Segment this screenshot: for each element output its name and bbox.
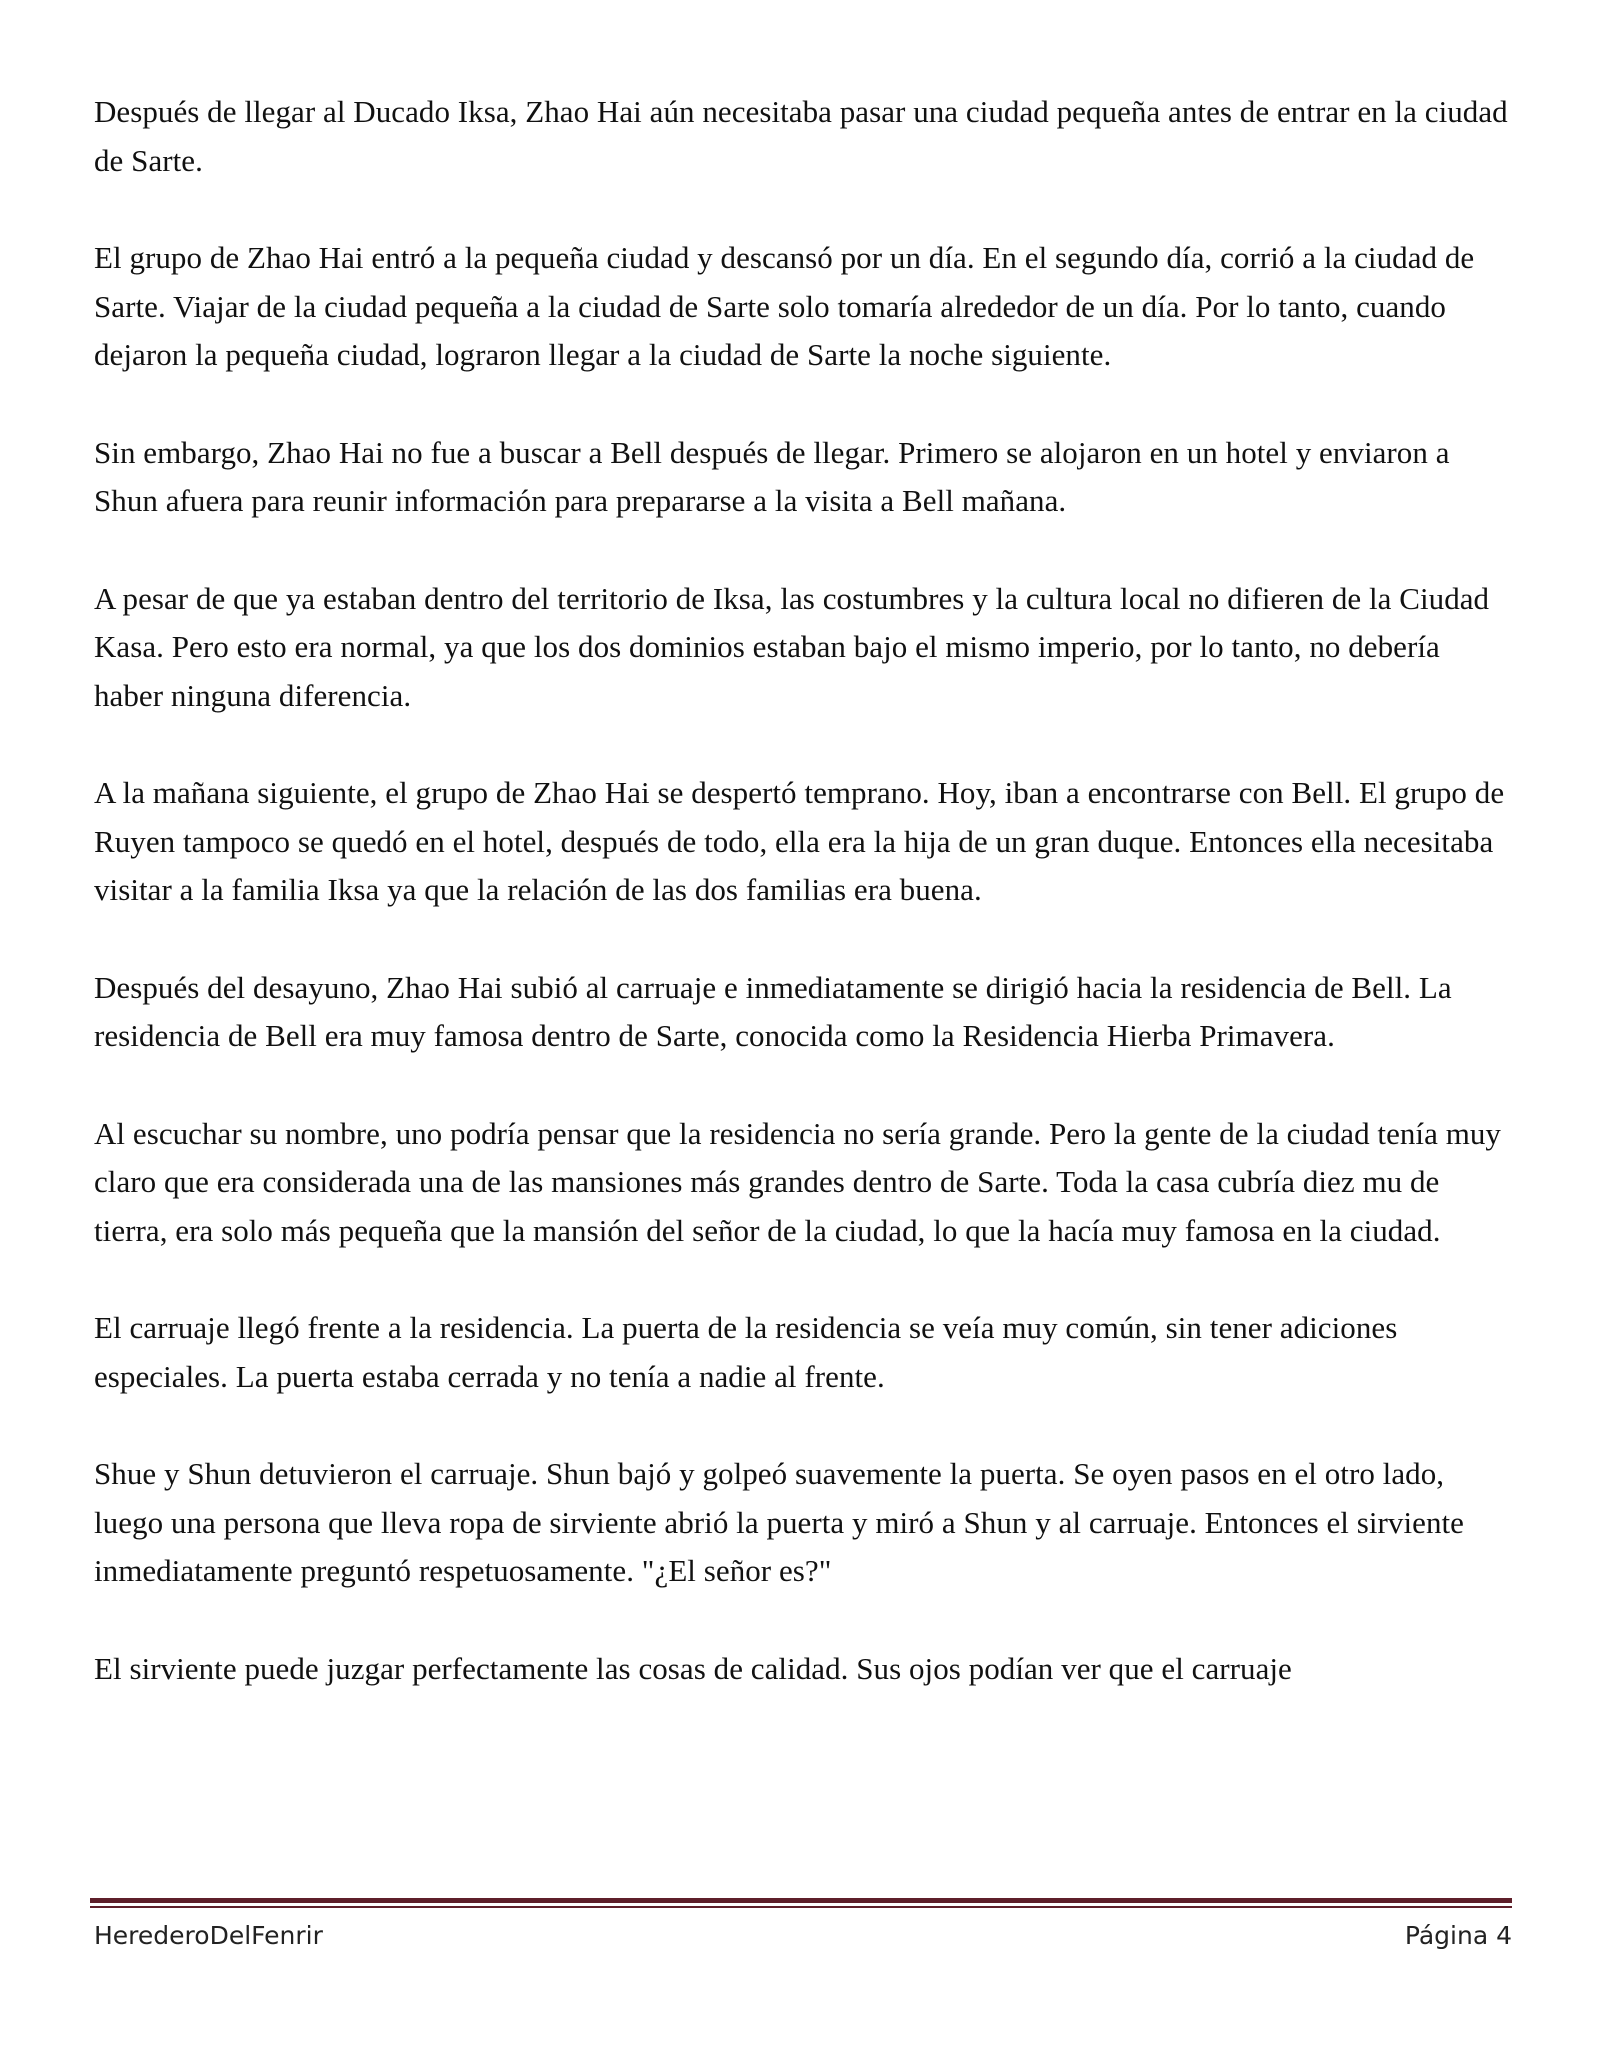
paragraph-3: Sin embargo, Zhao Hai no fue a buscar a Bell después de llegar. Primero se alojaron en un hotel y enviaron a Shun afuera para reunir información para prepararse a la visita a Bell mañana. <box>94 434 1450 518</box>
paragraph-9: Shue y Shun detuvieron el carruaje. Shun bajó y golpeó suavemente la puerta. Se oyen pasos en el otro lado, luego una persona que lleva ropa de sirviente abrió la puerta y miró a Shun y al carruaje. Entonces el sirviente inmediatamente preguntó respetuosamente. "¿El señor es?" <box>94 1456 1464 1588</box>
paragraph-6: Después del desayuno, Zhao Hai subió al carruaje e inmediatamente se dirigió hacia la residencia de Bell. La residencia de Bell era muy famosa dentro de Sarte, conocida como la Residencia Hierba Primavera. <box>94 969 1452 1053</box>
footer-page-number: Página 4 <box>1404 1921 1512 1950</box>
paragraph-5: A la mañana siguiente, el grupo de Zhao Hai se despertó temprano. Hoy, iban a encontrarse con Bell. El grupo de Ruyen tampoco se quedó en el hotel, después de todo, ella era la hija de un gran duque. Entonces ella necesitaba visitar a la familia Iksa ya que la relación de las dos familias era buena. <box>94 775 1505 907</box>
paragraph-1: Después de llegar al Ducado Iksa, Zhao Hai aún necesitaba pasar una ciudad pequeña antes de entrar en la ciudad de Sarte. <box>94 94 1508 178</box>
paragraph-2: El grupo de Zhao Hai entró a la pequeña ciudad y descansó por un día. En el segundo día, corrió a la ciudad de Sarte. Viajar de la ciudad pequeña a la ciudad de Sarte solo tomaría alrededor de un día. Por lo tanto, cuando dejaron la pequeña ciudad, lograron llegar a la ciudad de Sarte la noche siguiente. <box>94 240 1475 372</box>
paragraph-7: Al escuchar su nombre, uno podría pensar que la residencia no sería grande. Pero la gente de la ciudad tenía muy claro que era considerada una de las mansiones más grandes dentro de Sarte. Toda la casa cubría diez mu de tierra, era solo más pequeña que la mansión del señor de la ciudad, lo que la hacía muy famosa en la ciudad. <box>94 1115 1501 1248</box>
paragraph-4: A pesar de que ya estaban dentro del territorio de Iksa, las costumbres y la cultura local no difieren de la Ciudad Kasa. Pero esto era normal, ya que los dos dominios estaban bajo el mismo imperio, por lo tanto, no debería haber ninguna diferencia. <box>94 580 1490 713</box>
footer-author: HerederoDelFenrir <box>94 1921 323 1950</box>
paragraph-10: El sirviente puede juzgar perfectamente las cosas de calidad. Sus ojos podían ver que el carruaje <box>94 1650 1292 1686</box>
footer-divider-thin <box>90 1906 1512 1908</box>
footer-divider-thick <box>90 1898 1512 1903</box>
body-text <box>94 88 1514 1742</box>
paragraph-8: El carruaje llegó frente a la residencia. La puerta de la residencia se veía muy común, sin tener adiciones especiales. La puerta estaba cerrada y no tenía a nadie al frente. <box>94 1310 1398 1394</box>
